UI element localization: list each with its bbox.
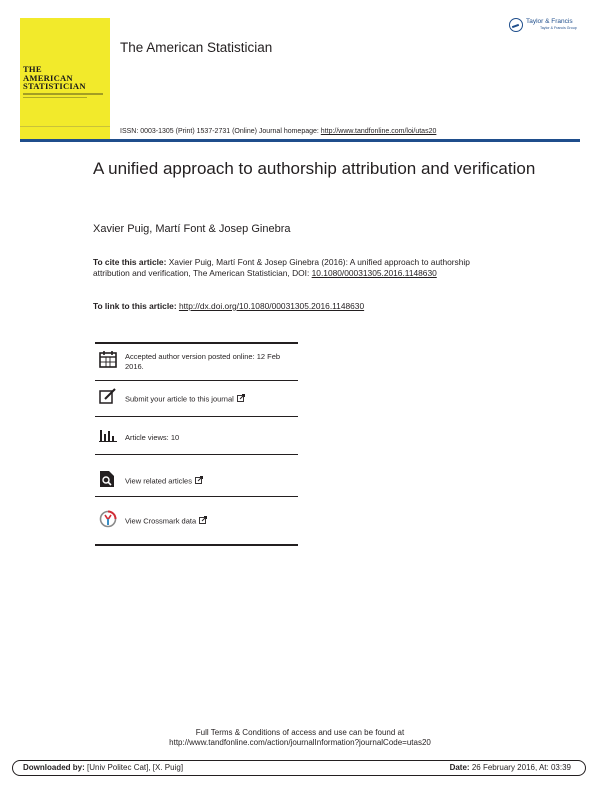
cover-subtitle-mark (23, 97, 87, 98)
issn-line (120, 128, 436, 135)
actions-divider (95, 416, 298, 417)
download-date-value: 26 February 2016, At: 03:39 (469, 763, 571, 772)
publisher-logo-icon (509, 18, 523, 32)
downloaded-by (23, 763, 183, 772)
article-link-line (93, 301, 364, 311)
related-articles-link[interactable] (125, 476, 300, 487)
cover-subtitle-mark (23, 93, 103, 95)
actions-divider (95, 454, 298, 455)
journal-name: The American Statistician (120, 40, 273, 55)
crossmark-link[interactable] (125, 516, 300, 527)
header-rule (20, 139, 580, 142)
calendar-icon (99, 350, 117, 373)
journal-cover-image (20, 18, 110, 140)
download-date-label: Date: (449, 763, 470, 772)
article-authors: Xavier Puig, Martí Font & Josep Ginebra (93, 223, 291, 235)
accepted-version-text: Accepted author version posted online: 12 Feb 2016. (125, 352, 281, 371)
cover-divider (20, 126, 110, 127)
actions-bottom-rule (95, 544, 298, 546)
article-link-label: To link to this article: (93, 301, 179, 311)
cover-title-line: AMERICAN (23, 72, 73, 83)
publisher-logo-name: Taylor & Francis (526, 18, 573, 25)
actions-divider (95, 496, 298, 497)
article-title: A unified approach to authorship attribution and verification (93, 159, 536, 178)
external-link-icon (195, 476, 203, 487)
article-views-text: Article views: 10 (125, 433, 180, 442)
bar-chart-icon (99, 428, 117, 447)
citation-doi-link[interactable]: 10.1080/00031305.2016.1148630 (311, 268, 437, 278)
cover-title-line: STATISTICIAN (23, 81, 86, 92)
article-doi-link[interactable]: http://dx.doi.org/10.1080/00031305.2016.1148630 (178, 301, 365, 311)
journal-homepage-link[interactable]: http://www.tandfonline.com/loi/utas20 (320, 128, 437, 135)
downloaded-by-value: [Univ Politec Cat], [X. Puig] (84, 763, 184, 772)
submit-article-label: Submit your article to this journal (125, 394, 234, 404)
issn-text: ISSN: 0003-1305 (Print) 1537-2731 (Online) Journal homepage: (120, 128, 321, 135)
actions-divider (95, 380, 298, 381)
citation (93, 257, 493, 279)
crossmark-label: View Crossmark data (125, 516, 197, 526)
crossmark-icon (99, 510, 117, 533)
external-link-icon (237, 394, 245, 405)
download-date (450, 763, 571, 772)
cover-title (23, 65, 86, 91)
citation-text: Xavier Puig, Martí Font & Josep Ginebra (2016): A unified approach to authorship attribution and verification, The American Statistician, DOI: (93, 257, 470, 278)
terms-line: Full Terms & Conditions of access and use can be found at (195, 728, 405, 737)
actions-top-rule (95, 342, 298, 344)
document-search-icon (99, 470, 115, 493)
edit-icon (99, 388, 117, 409)
submit-article-link[interactable] (125, 394, 300, 405)
downloaded-by-label: Downloaded by: (23, 763, 85, 772)
terms-note (0, 728, 600, 748)
external-link-icon (199, 516, 207, 527)
publisher-logo (509, 16, 584, 36)
publisher-logo-tagline: Taylor & Francis Group (540, 26, 577, 30)
download-info-bar (12, 760, 586, 776)
cover-title-line: THE (23, 64, 42, 74)
related-articles-label: View related articles (125, 476, 192, 486)
terms-url[interactable]: http://www.tandfonline.com/action/journalInformation?journalCode=utas20 (169, 738, 431, 747)
citation-label: To cite this article: (93, 257, 167, 267)
